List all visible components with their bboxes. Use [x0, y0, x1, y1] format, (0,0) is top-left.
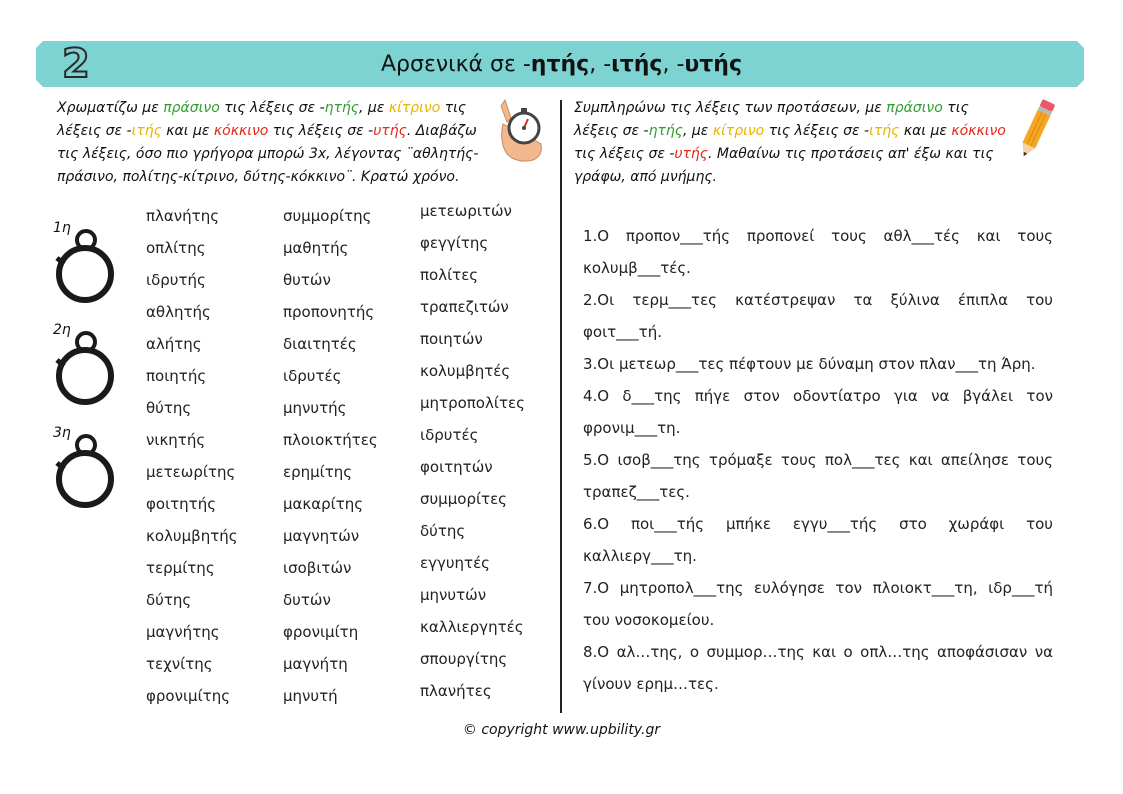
word-column-1 [146, 200, 276, 712]
word-item: συμμορίτης [283, 207, 372, 225]
timer-label-3: 3η [53, 425, 71, 441]
sentence-item: 6.Ο ποι___τής μπήκε εγγυ___τής στο χωράφι του καλλιεργ___τη. [583, 515, 1053, 565]
word-item: καλλιεργητές [420, 618, 524, 636]
word-item: πολίτες [420, 266, 479, 284]
left-instruction: Χρωματίζω με πράσινο τις λέξεις σε -ητής, με κίτρινο τις λέξεις σε -ιτής και με κόκκινο τις λέξεις σε -υτής. Διαβάζω τις λέξεις, όσο πιο γρήγορα μπορώ 3x, λέγοντας ¨αθλητής-πράσινο, πολίτης-κίτρινο, δύτης-κόκκινο¨. Κρατώ χρόνο. [57, 100, 479, 185]
right-instruction: Συμπληρώνω τις λέξεις των προτάσεων, με πράσινο τις λέξεις σε -ητής, με κίτρινο τις λέξεις σε -ιτής και με κόκκινο τις λέξεις σε -υτής. Μαθαίνω τις προτάσεις απ' έξω και τις γράφω, από μνήμης. [574, 100, 1006, 185]
word-item: συμμορίτες [420, 490, 507, 508]
word-item: ιδρυτής [146, 271, 206, 289]
sentence-list [583, 220, 1053, 700]
copyright-footer: © copyright www.upbility.gr [462, 722, 661, 738]
stopwatch-icon [53, 431, 119, 511]
word-item: εγγυητές [420, 554, 490, 572]
stopwatch-icon [53, 226, 119, 306]
word-item: θυτών [283, 271, 331, 289]
word-item: φρονιμίτης [146, 687, 231, 705]
word-item: πλανήτης [146, 207, 220, 225]
word-item: αλήτης [146, 335, 202, 353]
word-item: μηνυτή [283, 687, 338, 705]
word-item: μαγνήτη [283, 655, 348, 673]
sentence-item: 7.Ο μητροπολ___της ευλόγησε τον πλοιοκτ___τη, ιδρ___τή του νοσοκομείου. [583, 579, 1053, 629]
word-item: προπονητής [283, 303, 375, 321]
word-column-2 [283, 200, 418, 712]
sentence-item: 5.Ο ισοβ___της τρόμαξε τους πολ___τες και απείλησε τους τραπεζ___τες. [583, 451, 1053, 501]
word-item: δύτης [146, 591, 192, 609]
timer-label-2: 2η [53, 322, 71, 338]
word-item: τερμίτης [146, 559, 215, 577]
word-item: κολυμβητής [146, 527, 238, 545]
word-item: σπουργίτης [420, 650, 508, 668]
column-divider [560, 100, 562, 713]
stopwatch-hand-icon [497, 98, 549, 164]
word-item: κολυμβητές [420, 362, 511, 380]
word-column-3 [420, 195, 555, 707]
word-item: νικητής [146, 431, 206, 449]
word-item: διαιτητές [283, 335, 357, 353]
word-item: οπλίτης [146, 239, 206, 257]
word-item: μακαρίτης [283, 495, 364, 513]
word-item: πλανήτες [420, 682, 492, 700]
sentence-item: 4.Ο δ___της πήγε στον οδοντίατρο για να βγάλει τον φρονιμ___τη. [583, 387, 1053, 437]
word-item: ερημίτης [283, 463, 353, 481]
word-item: δύτης [420, 522, 466, 540]
word-item: μετεωριτών [420, 202, 512, 220]
word-item: φεγγίτης [420, 234, 489, 252]
word-item: φρονιμίτη [283, 623, 359, 641]
word-item: δυτών [283, 591, 331, 609]
word-item: μετεωρίτης [146, 463, 236, 481]
word-item: μαγνήτης [146, 623, 220, 641]
word-item: αθλητής [146, 303, 211, 321]
word-item: μαθητής [283, 239, 349, 257]
word-item: τεχνίτης [146, 655, 213, 673]
word-item: μηνυτών [420, 586, 487, 604]
word-item: τραπεζιτών [420, 298, 509, 316]
pencil-icon [1012, 97, 1060, 163]
word-item: θύτης [146, 399, 192, 417]
word-item: μητροπολίτες [420, 394, 525, 412]
word-item: φοιτητών [420, 458, 493, 476]
page-title: Αρσενικά σε -ητής, -ιτής, -υτής [380, 52, 743, 77]
worksheet-number: 2 [62, 41, 90, 87]
sentence-item: 1.Ο προπον___τής προπονεί τους αθλ___τές και τους κολυμβ___τές. [583, 227, 1053, 277]
word-item: μηνυτής [283, 399, 347, 417]
stopwatch-icon [53, 328, 119, 408]
word-item: ποιητής [146, 367, 207, 385]
sentence-item: 3.Οι μετεωρ___τες πέφτουν με δύναμη στον πλαν___τη Άρη. [583, 355, 1036, 373]
word-item: ιδρυτές [420, 426, 479, 444]
word-item: μαγνητών [283, 527, 360, 545]
timer-label-1: 1η [53, 220, 71, 236]
word-item: πλοιοκτήτες [283, 431, 378, 449]
word-item: ισοβιτών [283, 559, 352, 577]
word-item: ποιητών [420, 330, 483, 348]
word-item: ιδρυτές [283, 367, 342, 385]
sentence-item: 2.Οι τερμ___τες κατέστρεψαν τα ξύλινα έπιπλα του φοιτ___τή. [583, 291, 1053, 341]
word-item: φοιτητής [146, 495, 217, 513]
sentence-item: 8.Ο αλ…της, ο συμμορ…της και ο οπλ…της αποφάσισαν να γίνουν ερημ…τες. [583, 643, 1053, 693]
